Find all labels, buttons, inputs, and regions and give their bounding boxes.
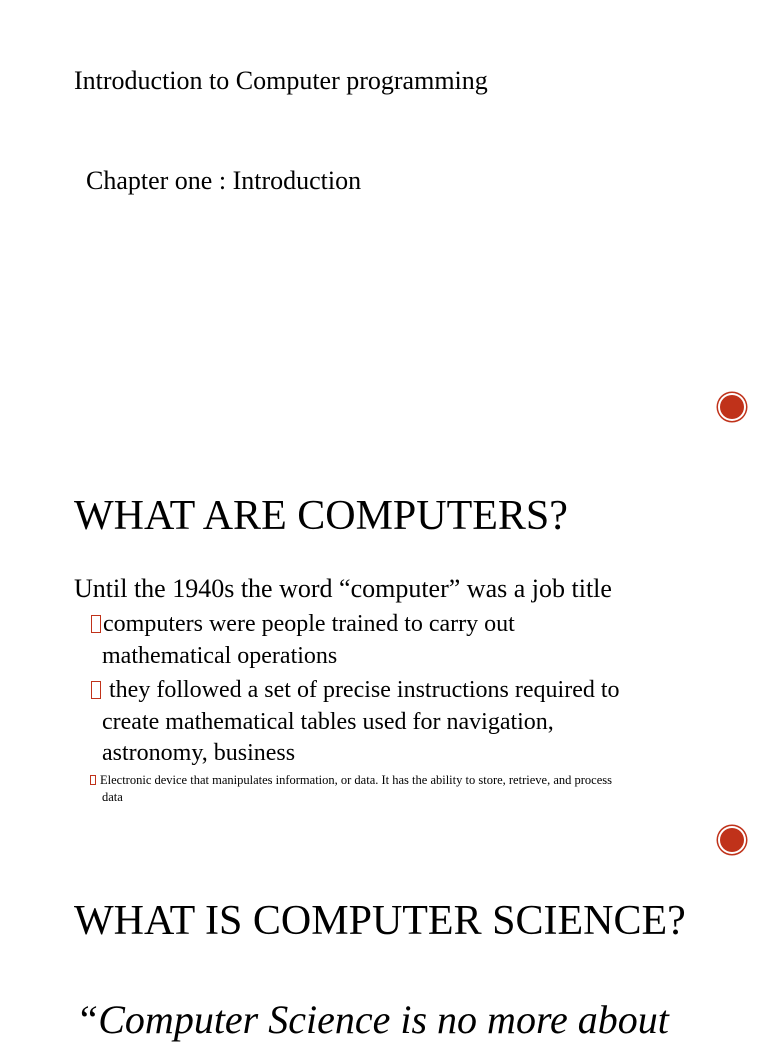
bullet-item-small xyxy=(90,772,612,806)
slide-title: Introduction to Computer programming xyxy=(74,66,488,95)
chapter-subtitle: Chapter one : Introduction xyxy=(86,166,362,195)
bullet-text: Electronic device that manipulates information, or data. It has the ability to store, retrieve, and process xyxy=(100,773,612,787)
bullet-text: astronomy, business xyxy=(102,740,296,766)
bullet-icon xyxy=(90,775,96,785)
bullet-item xyxy=(91,675,620,770)
bullet-item xyxy=(91,609,515,672)
bullet-icon xyxy=(91,681,101,699)
bullet-text: create mathematical tables used for navigation, xyxy=(102,708,554,735)
slide-marker-icon xyxy=(720,828,744,852)
bullet-icon xyxy=(91,615,101,633)
bullet-text: mathematical operations xyxy=(102,642,338,669)
bullet-text: they followed a set of precise instructions required to xyxy=(103,677,620,703)
quote-text: “Computer Science is no more about xyxy=(76,997,669,1042)
section-heading-computers: WHAT ARE COMPUTERS? xyxy=(74,493,568,539)
bullet-text: computers were people trained to carry out xyxy=(103,611,515,637)
slide-marker-icon xyxy=(720,395,744,419)
bullet-text: data xyxy=(102,790,123,804)
lead-paragraph: Until the 1940s the word “computer” was a job title xyxy=(74,574,612,603)
section-heading-computer-science: WHAT IS COMPUTER SCIENCE? xyxy=(74,898,686,944)
